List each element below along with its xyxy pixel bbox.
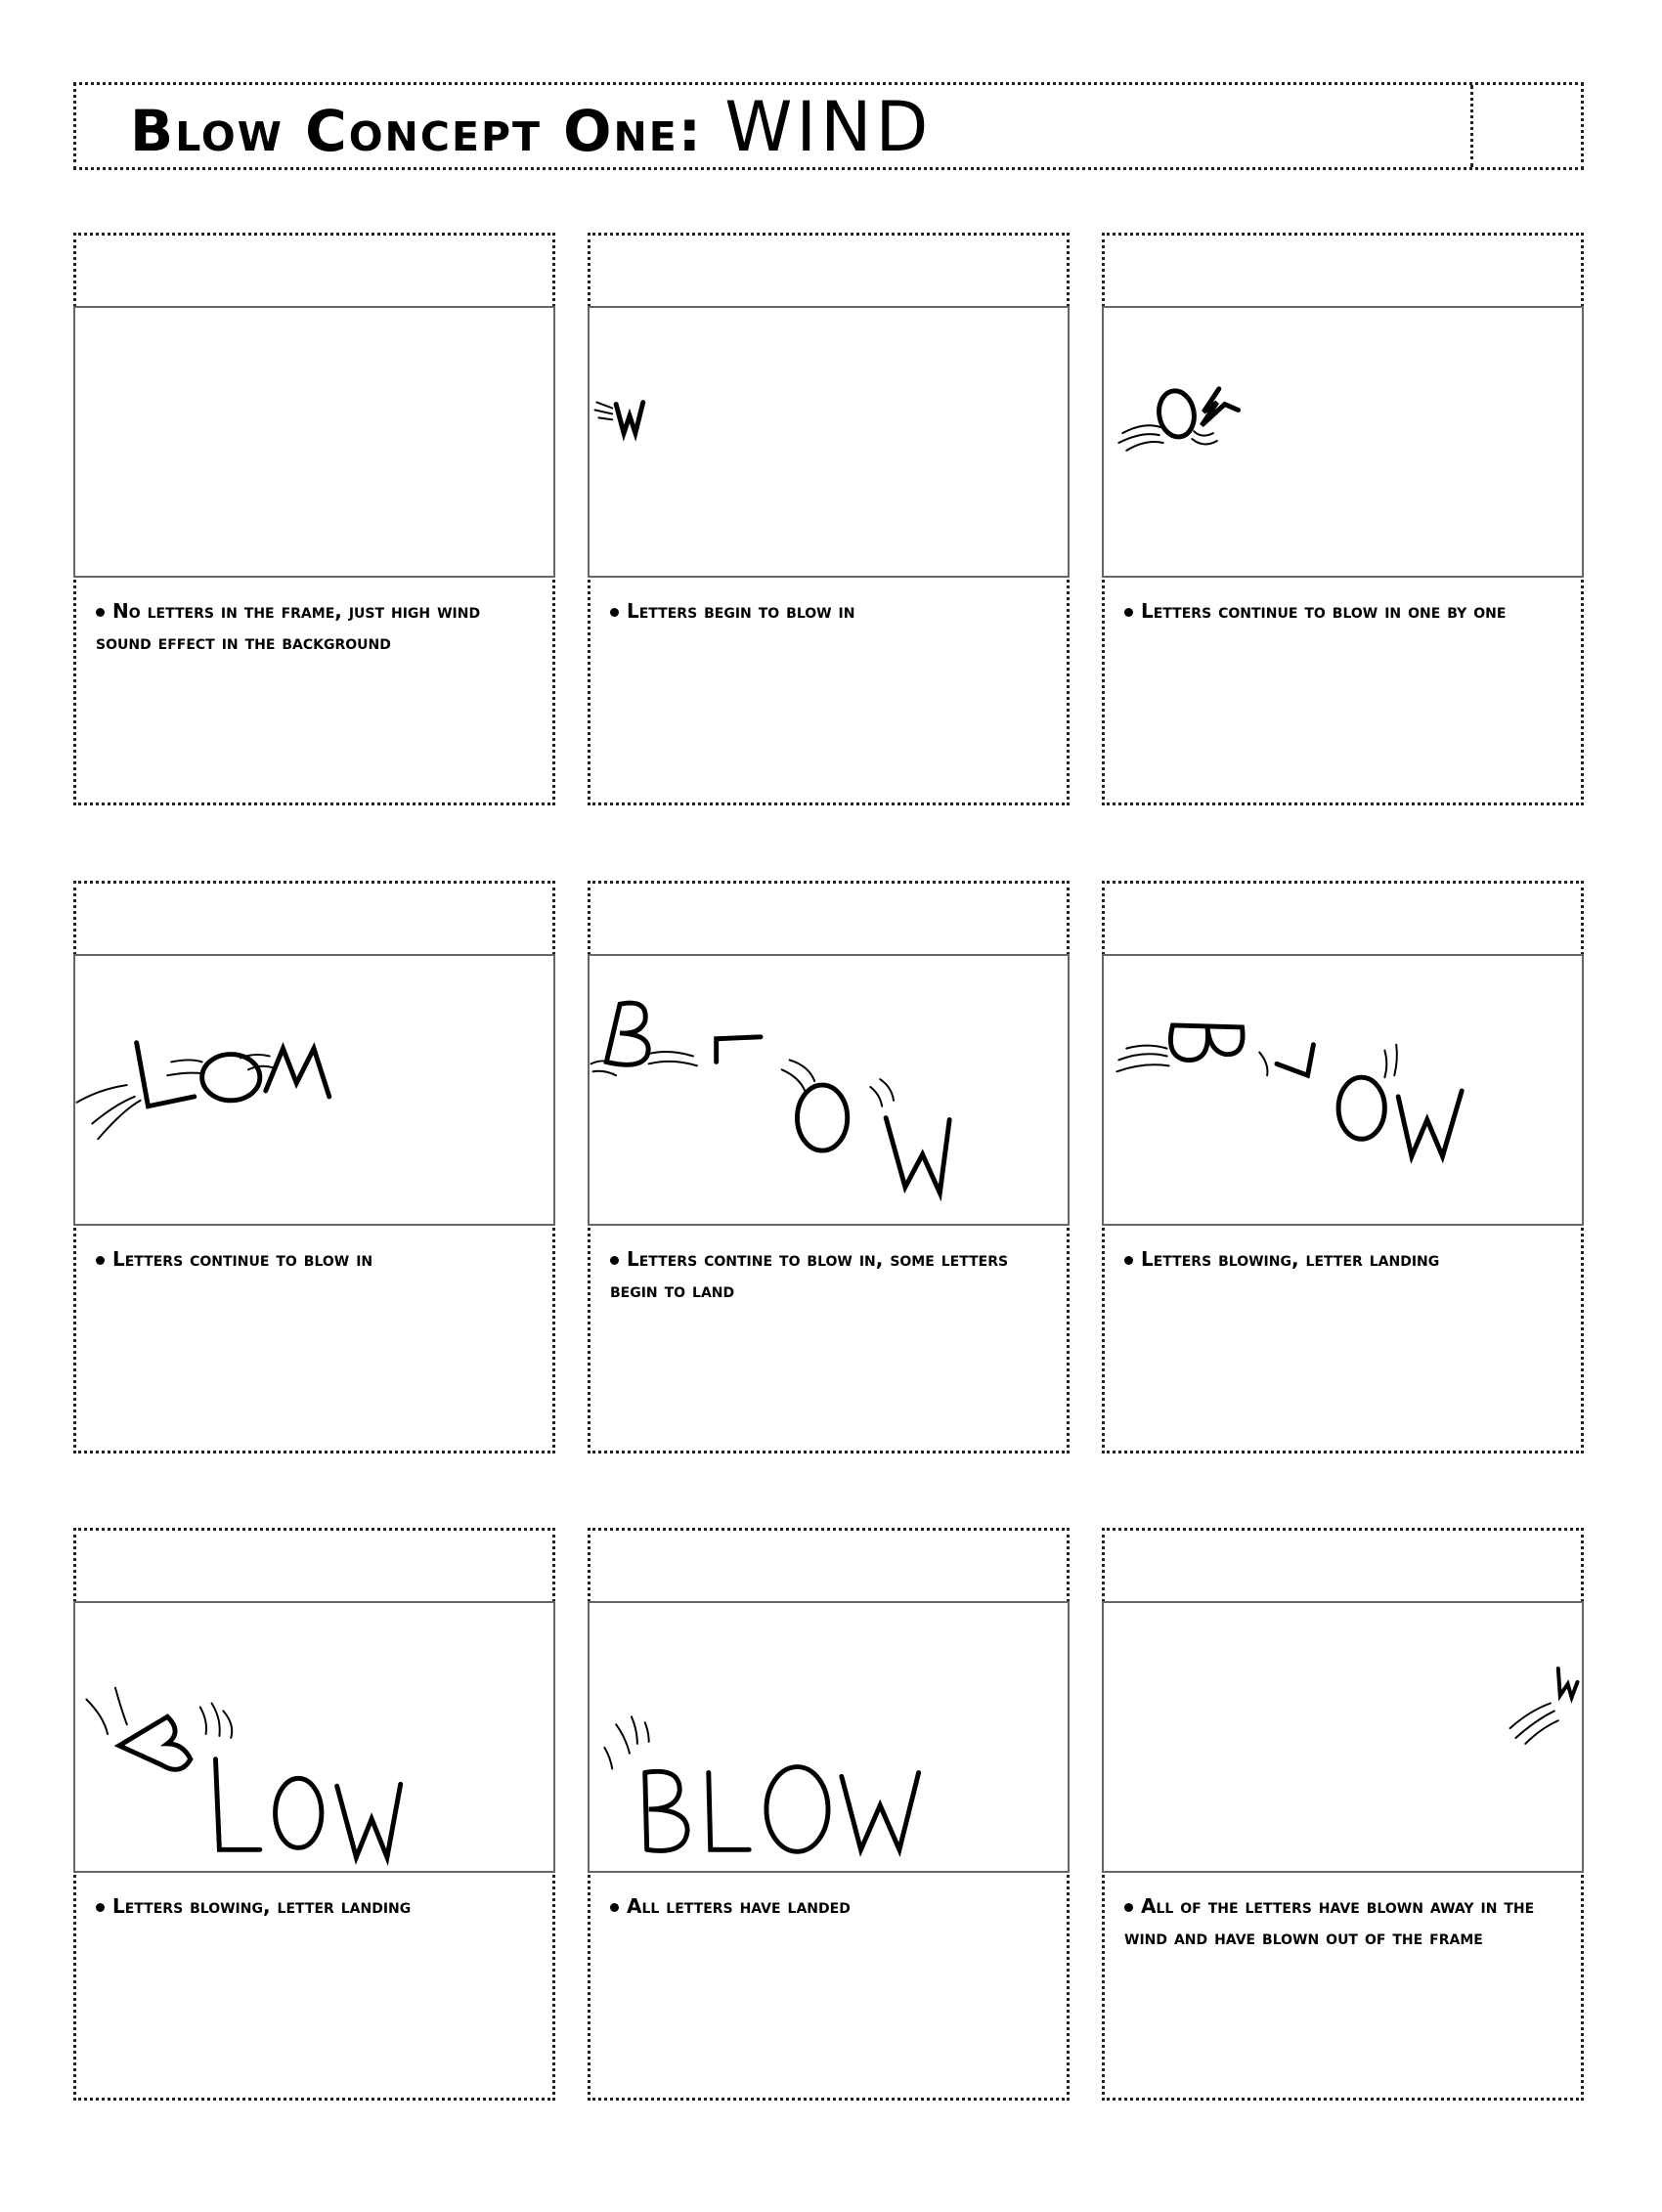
panel-caption	[96, 595, 541, 658]
caption-text: All of the letters have blown away in the wind and have blown out of the frame	[1124, 1894, 1535, 1949]
panel-5	[588, 881, 1070, 1453]
caption-text: Letters continue to blow in one by one	[1141, 599, 1507, 623]
panel-caption	[1124, 595, 1569, 627]
panel-caption	[610, 1243, 1055, 1306]
frame-sketch-blow-landed	[590, 1603, 1068, 1871]
bullet-icon	[1124, 1256, 1133, 1265]
caption-text: Letters continue to blow in	[112, 1247, 373, 1271]
panel-header	[1105, 1531, 1581, 1601]
bullet-icon	[96, 608, 105, 617]
panel-header	[76, 884, 552, 954]
frame-sketch-low	[75, 956, 553, 1224]
panel-caption	[610, 595, 1055, 627]
caption-text: Letters blowing, letter landing	[1141, 1247, 1440, 1271]
panel-frame	[1102, 1601, 1584, 1873]
panel-frame	[1102, 954, 1584, 1226]
panel-caption	[1124, 1890, 1569, 1953]
panel-1	[73, 233, 555, 805]
caption-text: Letters begin to blow in	[627, 599, 855, 623]
frame-sketch-w	[590, 308, 1068, 576]
panel-header	[590, 236, 1067, 306]
page-title	[130, 87, 932, 167]
panel-frame	[588, 954, 1070, 1226]
panel-3	[1102, 233, 1584, 805]
title-main: Blow Concept One:	[130, 98, 704, 164]
caption-text: All letters have landed	[627, 1894, 851, 1918]
panel-8	[588, 1528, 1070, 2101]
frame-sketch-empty	[75, 308, 553, 576]
frame-sketch-b-landing	[75, 1603, 553, 1871]
panel-caption	[96, 1890, 541, 1922]
panel-caption	[1124, 1243, 1569, 1275]
panel-frame	[73, 1601, 555, 1873]
frame-sketch-blow-landing	[590, 956, 1068, 1224]
panel-2	[588, 233, 1070, 805]
panel-9	[1102, 1528, 1584, 2101]
caption-text: Letters blowing, letter landing	[112, 1894, 412, 1918]
panel-header	[76, 236, 552, 306]
panel-header	[590, 1531, 1067, 1601]
bullet-icon	[610, 1256, 619, 1265]
panel-header	[1105, 884, 1581, 954]
panel-frame	[1102, 306, 1584, 578]
bullet-icon	[1124, 608, 1133, 617]
bullet-icon	[1124, 1903, 1133, 1912]
frame-sketch-w-exit	[1104, 1603, 1582, 1871]
frame-sketch-ow	[1104, 308, 1582, 576]
panel-header	[1105, 236, 1581, 306]
caption-text: Letters contine to blow in, some letters begin to land	[610, 1247, 1009, 1302]
panel-6	[1102, 881, 1584, 1453]
caption-text: No letters in the frame, just high wind sound effect in the background	[96, 599, 481, 654]
frame-sketch-blow-upside	[1104, 956, 1582, 1224]
bullet-icon	[610, 1903, 619, 1912]
bullet-icon	[610, 608, 619, 617]
panel-header	[76, 1531, 552, 1601]
panel-frame	[73, 306, 555, 578]
panel-frame	[73, 954, 555, 1226]
panel-header	[590, 884, 1067, 954]
panel-7	[73, 1528, 555, 2101]
title-word: WIND	[724, 87, 933, 167]
bullet-icon	[96, 1903, 105, 1912]
panel-frame	[588, 1601, 1070, 1873]
panel-frame	[588, 306, 1070, 578]
title-box	[73, 82, 1584, 170]
panel-4	[73, 881, 555, 1453]
bullet-icon	[96, 1256, 105, 1265]
panel-caption	[610, 1890, 1055, 1922]
title-divider	[1470, 85, 1473, 167]
panel-caption	[96, 1243, 541, 1275]
